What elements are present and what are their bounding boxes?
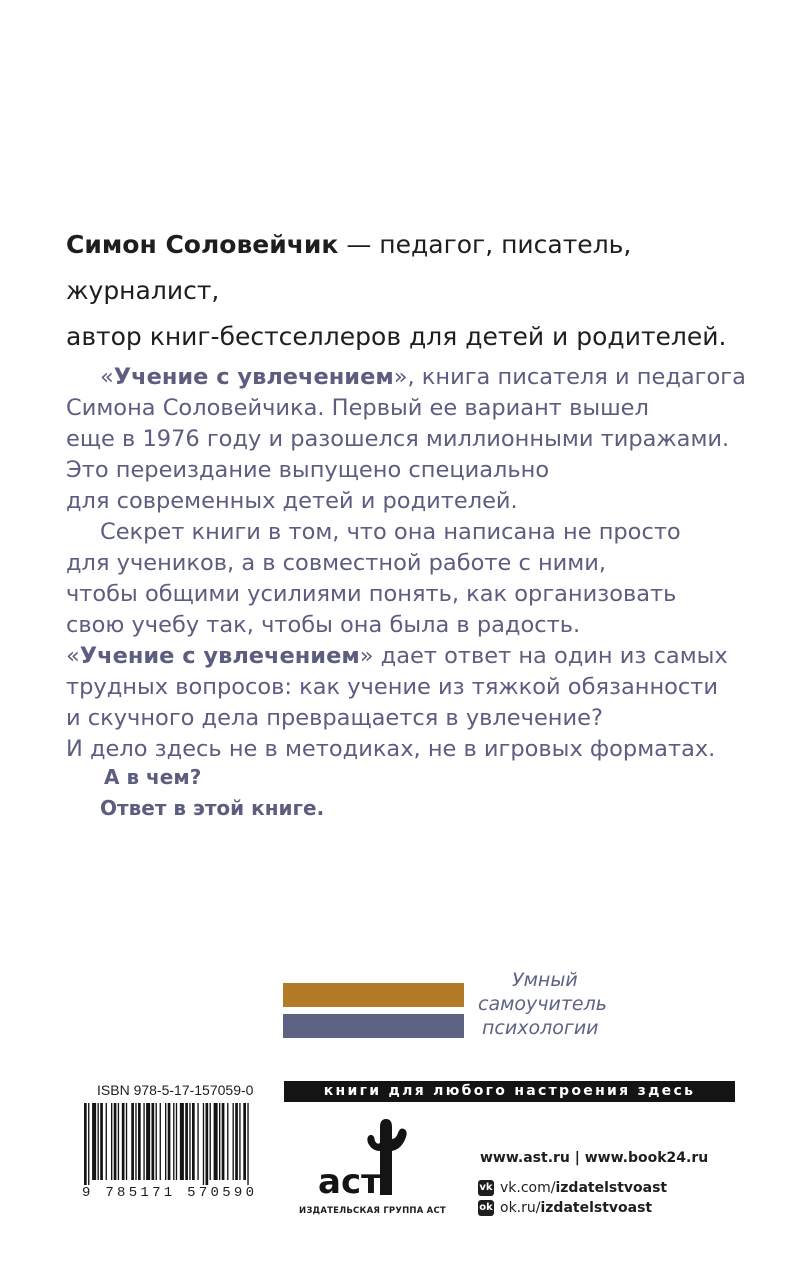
web-links[interactable]: www.ast.ru | www.book24.ru <box>480 1150 709 1166</box>
author-name: Симон Соловейчик <box>66 230 339 259</box>
barcode-bars <box>84 1103 249 1185</box>
barcode-bar <box>92 1103 96 1180</box>
barcode-bar <box>118 1103 119 1180</box>
vk-handle: izdatelstvoast <box>555 1180 668 1196</box>
barcode-bar <box>189 1103 190 1180</box>
ast-logo <box>318 1117 418 1197</box>
series-line-2: самоучитель <box>478 993 607 1015</box>
ok-link[interactable] <box>478 1200 652 1216</box>
barcode-bar <box>180 1103 184 1180</box>
barcode-bar <box>165 1103 166 1180</box>
blurb-line <box>66 641 746 672</box>
blurb-line: Это переиздание выпущено специально <box>66 457 550 483</box>
barcode-digits: 9 785171 570590 <box>82 1185 254 1198</box>
barcode-bar <box>100 1103 103 1180</box>
blurb-line: трудных вопросов: как учение из тяжкой обязанности <box>66 674 719 700</box>
publisher-name: ИЗДАТЕЛЬСКАЯ ГРУППА АСТ <box>299 1206 446 1216</box>
blurb-line: и скучного дела превращается в увлечение? <box>66 705 603 731</box>
author-line-2: автор книг-бестселлеров для детей и родителей. <box>66 322 727 351</box>
book-title-2: Учение с увлечением <box>79 643 360 669</box>
series-line-1: Умный <box>512 969 578 991</box>
barcode-bar <box>84 1103 87 1185</box>
barcode-bar <box>122 1103 125 1180</box>
barcode-bar <box>185 1103 188 1180</box>
vk-icon: vk <box>478 1180 494 1196</box>
barcode-bar <box>206 1103 209 1185</box>
barcode-bar <box>247 1103 248 1185</box>
blurb-line: для современных детей и родителей. <box>66 488 518 514</box>
barcode-bar <box>156 1103 157 1180</box>
promo-banner: книги для любого настроения здесь <box>284 1081 735 1102</box>
barcode-bar <box>160 1103 161 1180</box>
barcode-bar <box>227 1103 228 1180</box>
author-desc-1: — педагог, писатель, журналист, <box>66 230 632 305</box>
ok-handle: izdatelstvoast <box>540 1200 653 1216</box>
blurb-line: И дело здесь не в методиках, не в игровых форматах. <box>66 736 716 762</box>
series-stripe-ochre <box>283 983 464 1007</box>
isbn-label: ISBN 978-5-17-157059-0 <box>97 1082 254 1098</box>
barcode-bar <box>222 1103 225 1180</box>
blurb-text: » дает ответ на один из самых <box>359 643 728 669</box>
barcode-bar <box>239 1103 240 1180</box>
barcode-bar <box>106 1103 107 1180</box>
question-line: А в чем? <box>104 765 202 789</box>
vk-prefix: vk.com/ <box>500 1180 556 1196</box>
barcode-bar <box>214 1103 218 1180</box>
barcode-bar <box>210 1103 211 1180</box>
series-title <box>478 968 678 1040</box>
series-line-3: психологии <box>482 1017 599 1039</box>
barcode-bar <box>243 1103 246 1180</box>
quote-open: « <box>66 643 80 669</box>
logo-wordmark: аст <box>318 1162 381 1197</box>
blurb-text: », книга писателя и педагога <box>393 364 746 390</box>
blurb-line <box>66 362 746 393</box>
barcode <box>80 1103 256 1198</box>
barcode-bar <box>219 1103 220 1180</box>
barcode-bar <box>203 1103 204 1185</box>
barcode-bar <box>173 1103 174 1180</box>
blurb-line: Секрет книги в том, что она написана не просто <box>100 519 681 545</box>
blurb-line: свою учебу так, чтобы она была в радость. <box>66 612 581 638</box>
blurb-line: еще в 1976 году и разошелся миллионными тиражами. <box>66 426 730 452</box>
barcode-bar <box>192 1103 195 1180</box>
blurb-line: чтобы общими усилиями понять, как организовать <box>66 581 677 607</box>
author-line-1 <box>66 222 746 314</box>
book-title: Учение с увлечением <box>113 364 394 390</box>
answer-line: Ответ в этой книге. <box>100 796 325 820</box>
barcode-bar <box>111 1103 112 1180</box>
blurb-line: Симона Соловейчика. Первый ее вариант вышел <box>66 395 649 421</box>
barcode-bar <box>235 1103 238 1180</box>
barcode-bar <box>233 1103 234 1180</box>
barcode-bar <box>126 1103 127 1180</box>
barcode-bar <box>146 1103 150 1180</box>
barcode-bar <box>143 1103 144 1180</box>
book-blurb <box>66 362 746 765</box>
barcode-bar <box>176 1103 177 1180</box>
barcode-bar <box>98 1103 99 1180</box>
barcode-bar <box>138 1103 141 1180</box>
barcode-bar <box>88 1103 89 1185</box>
odnoklassniki-icon: ok <box>478 1200 494 1216</box>
quote-open: « <box>100 364 114 390</box>
vk-link[interactable] <box>478 1180 667 1196</box>
author-bio <box>66 222 746 360</box>
ok-prefix: ok.ru/ <box>500 1200 541 1216</box>
barcode-bar <box>168 1103 171 1180</box>
barcode-bar <box>114 1103 117 1180</box>
series-stripe-slate <box>283 1014 464 1038</box>
barcode-bar <box>131 1103 134 1180</box>
barcode-bar <box>135 1103 136 1180</box>
blurb-line: для учеников, а в совместной работе с ними, <box>66 550 607 576</box>
barcode-bar <box>152 1103 155 1180</box>
barcode-bar <box>197 1103 198 1180</box>
